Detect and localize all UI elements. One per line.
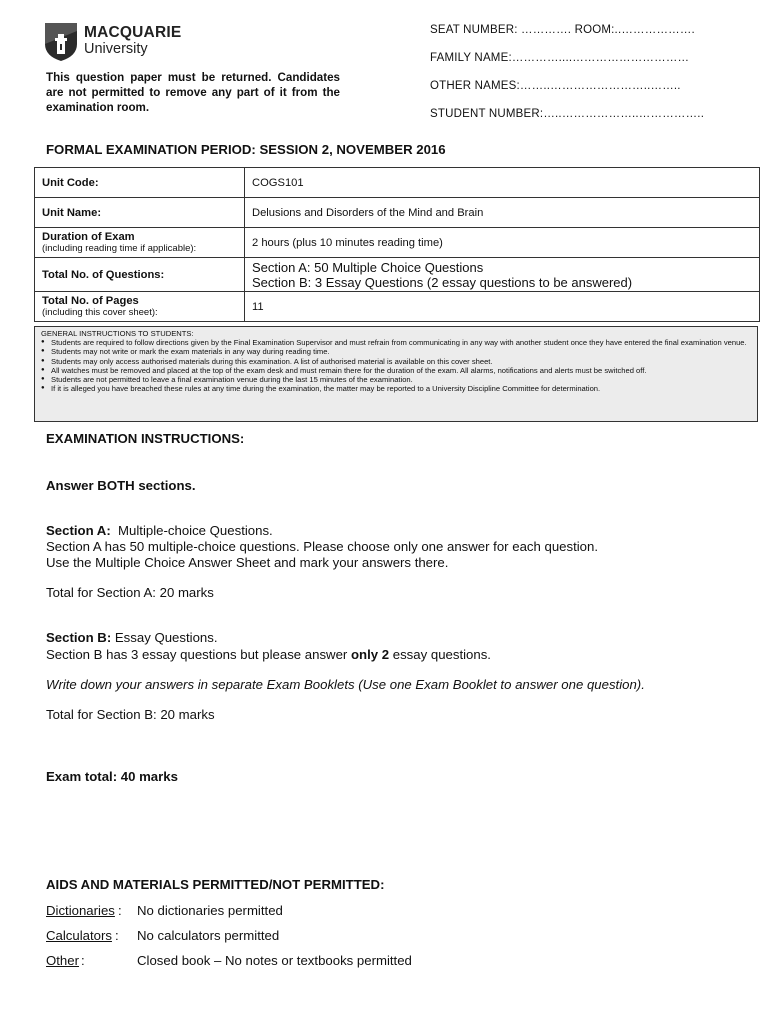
pages-label-cell <box>35 292 245 322</box>
university-logo <box>44 22 194 62</box>
seat-number-field[interactable]: SEAT NUMBER: …………. ROOM:..………………. <box>430 24 695 36</box>
brand-name: MACQUARIE <box>84 24 182 41</box>
aid-label-text: Dictionaries <box>46 903 115 918</box>
aid-value-other: Closed book – No notes or textbooks permitted <box>137 953 412 968</box>
section-a-line1: Section A has 50 multiple-choice questions. Please choose only one answer for each question. <box>46 539 599 554</box>
pages-label: Total No. of Pages <box>42 295 139 307</box>
table-row <box>35 292 760 322</box>
family-name-field[interactable]: FAMILY NAME:…………....………………………… <box>430 52 690 64</box>
general-instructions-box <box>34 326 758 422</box>
section-b-booklet-note: Write down your answers in separate Exam Booklets (Use one Exam Booklet to answer one question). <box>46 677 645 692</box>
exam-total: Exam total: 40 marks <box>46 769 178 784</box>
section-b-total: Total for Section B: 20 marks <box>46 707 215 722</box>
duration-sublabel: (including reading time if applicable): <box>42 243 197 254</box>
duration-label-cell <box>35 228 245 258</box>
aid-label-other <box>46 953 79 968</box>
aid-colon: : <box>118 903 122 918</box>
section-b-heading <box>46 630 218 646</box>
aid-label-dictionaries <box>46 903 115 918</box>
unit-name-label: Unit Name: <box>35 198 245 228</box>
list-item: ● Students may only access authorised materials during this examination. A list of authorised material is available on this cover sheet. <box>51 357 751 366</box>
list-item: ● Students are required to follow directions given by the Final Examination Supervisor and must refrain from communicating in any way with another student once they have entered the final examination venue. <box>51 338 751 347</box>
aid-label-text: Calculators <box>46 928 112 943</box>
aid-colon: : <box>115 928 119 943</box>
duration-value: 2 hours (plus 10 minutes reading time) <box>245 228 760 258</box>
section-b-line1 <box>46 647 491 663</box>
general-instructions-list <box>41 338 751 393</box>
student-number-field[interactable]: STUDENT NUMBER:…..………………..…………….. <box>430 108 705 120</box>
pages-value: 11 <box>245 292 760 322</box>
questions-value-cell <box>245 258 760 292</box>
return-notice: This question paper must be returned. Candidates are not permitted to remove any part of it from the examination room. <box>46 71 340 114</box>
pages-sublabel: (including this cover sheet): <box>42 307 158 318</box>
unit-details-table <box>34 167 760 322</box>
brand-subtitle: University <box>84 41 148 57</box>
list-item: ● Students may not write or mark the exam materials in any way during reading time. <box>51 347 751 356</box>
section-b-title: Essay Questions. <box>111 630 218 645</box>
answer-both-text: Answer BOTH sections. <box>46 478 196 493</box>
general-instructions-heading: GENERAL INSTRUCTIONS TO STUDENTS: <box>41 329 194 338</box>
section-b-emphasis: only 2 <box>350 647 390 662</box>
exam-period-heading: FORMAL EXAMINATION PERIOD: SESSION 2, NOVEMBER 2016 <box>46 142 446 157</box>
section-b-label: Section B: <box>46 630 112 645</box>
section-a-label: Section A: <box>46 523 111 538</box>
section-a-total: Total for Section A: 20 marks <box>46 585 214 600</box>
questions-label: Total No. of Questions: <box>35 258 245 292</box>
questions-section-b: Section B: 3 Essay Questions (2 essay questions to be answered) <box>252 274 633 290</box>
other-names-field[interactable]: OTHER NAMES:……..……………………..…….. <box>430 80 681 92</box>
exam-instructions-heading: EXAMINATION INSTRUCTIONS: <box>46 431 245 446</box>
questions-section-a: Section A: 50 Multiple Choice Questions <box>252 259 484 275</box>
section-a-line2: Use the Multiple Choice Answer Sheet and mark your answers there. <box>46 555 449 570</box>
unit-name-value: Delusions and Disorders of the Mind and Brain <box>245 198 760 228</box>
aids-heading: AIDS AND MATERIALS PERMITTED/NOT PERMITTED: <box>46 877 385 892</box>
unit-code-label: Unit Code: <box>35 168 245 198</box>
list-item: ● All watches must be removed and placed at the top of the exam desk and must remain there for the duration of the exam. All alarms, notifications and alerts must be switched off. <box>51 366 751 375</box>
duration-label: Duration of Exam <box>42 231 135 243</box>
aid-colon: : <box>81 953 85 968</box>
aid-value-calculators: No calculators permitted <box>137 928 280 943</box>
table-row <box>35 198 760 228</box>
aid-label-text: Other <box>46 953 79 968</box>
table-row <box>35 168 760 198</box>
table-row <box>35 258 760 292</box>
section-a-heading <box>46 523 273 539</box>
section-b-post: essay questions. <box>389 647 491 662</box>
aid-value-dictionaries: No dictionaries permitted <box>137 903 283 918</box>
crest-icon <box>44 22 78 62</box>
table-row <box>35 228 760 258</box>
aid-label-calculators <box>46 928 112 943</box>
section-a-title: Multiple-choice Questions. <box>110 523 273 538</box>
list-item: ● If it is alleged you have breached these rules at any time during the examination, the matter may be reported to a University Discipline Committee for determination. <box>51 384 751 393</box>
unit-code-value: COGS101 <box>245 168 760 198</box>
list-item: ● Students are not permitted to leave a final examination venue during the last 15 minutes of the examination. <box>51 375 751 384</box>
section-b-pre: Section B has 3 essay questions but please answer <box>46 647 351 662</box>
